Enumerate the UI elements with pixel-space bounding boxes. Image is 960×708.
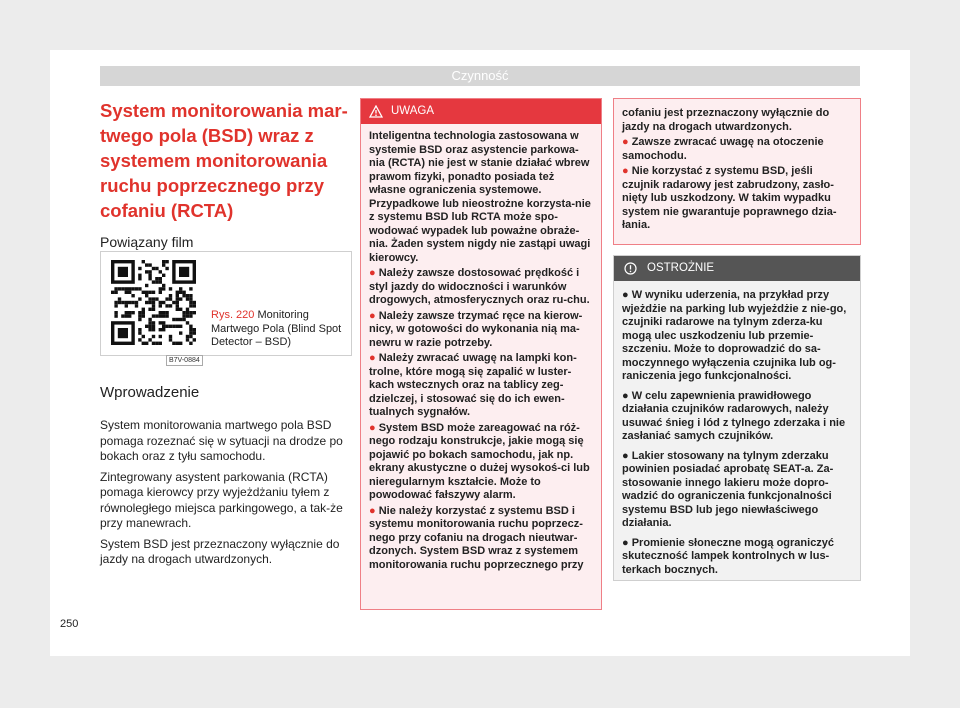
figure-code: B7V-0884 [166,355,203,366]
qr-code[interactable] [109,258,199,350]
warning-continuation: cofaniu jest przeznaczony wyłącznie do jazdy na drogach utwardzonych. [622,107,830,133]
left-column [100,98,352,250]
caution-box [613,255,861,581]
warning-bullet: ● Nie korzystać z systemu BSD, jeśli czujnik radarowy jest zabrudzony, zasło-nięty lub uszkodzony. W takim wypadku system nie gwarantuje poprawnego dzia-łania. [622,165,837,231]
figure-label: Rys. 220 [211,309,255,321]
info-circle-icon [624,262,637,275]
caution-bullet: ● W wyniku uderzenia, na przykład przy wjeżdżie na parking lub wyjeżdżie z nie-go, czujniki radarowe na tylnym zderza-ku mogą ulec uszkodzeniu lub przemie-szczeniu. Może to doprowadzić do sa-moczynnego wyłączenia czujnika lub og-raniczenia jego funkcjonalności. [622,289,847,382]
warning-box [360,98,602,610]
intro-paragraph: System monitorowania martwego pola BSD pomaga rozeznać się w sytuacji na drodze po bokach oraz z tyłu samochodu. [100,418,343,463]
related-video-label: Powiązany film [100,234,194,250]
warning-continuation-body [614,99,860,233]
section-title: System monitorowania mar-twego pola (BSD) wraz z systemem monitorowania ruchu poprzecznego przy cofaniu (RCTA) [100,100,348,221]
warning-triangle-icon [369,105,383,118]
warning-bullet: ● Nie należy korzystać z systemu BSD i systemu monitorowania ruchu poprzecz-nego przy cofaniu na drogach nieutwar-dzonych. System BSD wraz z systemem monitorowania ruchu poprzecznego przy [369,504,584,571]
figure-caption-text: Monitoring Martwego Pola (Blind Spot Detector – BSD) [211,309,342,348]
page-number: 250 [60,618,79,630]
chapter-header: Czynność [100,66,860,86]
caution-bullet: ● Promienie słoneczne mogą ograniczyć skuteczność lampek kontrolnych w lus-terkach bocznych. [622,536,835,576]
warning-intro: Inteligentna technologia zastosowana w systemie BSD oraz asystencie parkowa-nia (RCTA) nie jest w stanie działać wbrew prawom fizyki, ponadto posiada też własne ograniczenia systemowe. Przypadkowe lub nieostrożne korzysta-nie z systemu BSD lub RCTA może spo-wodować wypadek lub poważne obraże-nia. Żaden system nigdy nie zastąpi uwagi kierowcy. [369,130,591,264]
intro-paragraph: Zintegrowany asystent parkowania (RCTA) pomaga kierowcy przy wyjeżdżaniu tyłem z równoległego miejsca parkingowego, a tak-że przy manewrach. [100,469,343,530]
intro-heading: Wprowadzenie [100,384,200,401]
qr-code-graphic [109,258,199,350]
caution-body [614,281,860,577]
warning-label: UWAGA [391,105,435,117]
figure-caption [211,309,347,350]
warning-bullet: ● Należy zwracać uwagę na lampki kon-trolne, które mogą się zapalić w luster-kach wstecznych oraz na tablicy zeg-dzielczej, i stosować się do ich ewen-tualnych sygnałów. [369,352,577,418]
warning-bullet: ● Zawsze zwracać uwagę na otoczenie samochodu. [622,136,824,162]
caution-bullet: ● W celu zapewnienia prawidłowego działania czujników radarowych, należy usuwać śnieg i lód z tylnego zderzaka i nie zasłaniać samych czujników. [622,389,846,442]
warning-continuation-box [613,98,861,245]
caution-label: OSTROŻNIE [647,262,715,274]
warning-bullet: ● Należy zawsze trzymać ręce na kierow-nicy, w gotowości do wykonania nią ma-newru w razie potrzeby. [369,309,583,349]
warning-header [361,99,601,124]
caution-bullet: ● Lakier stosowany na tylnym zderzaku powinien posiadać aprobatę SEAT-a. Za-stosowanie innego lakieru może dopro-wadzić do ograniczenia funkcjonalności systemu BSD lub jego niewłaściwego działania. [622,449,834,529]
caution-header [614,256,860,281]
intro-paragraph: System BSD jest przeznaczony wyłącznie do jazdy na drogach utwardzonych. [100,536,340,566]
warning-body [361,124,601,572]
intro-text [100,418,355,573]
warning-bullet: ● System BSD może zareagować na róż-nego rodzaju konstrukcje, jakie mogą się pojawić po bokach samochodu, jak np. ekrany akustyczne o dużej wysokoś-ci lub nieregularnym kształcie. Może to powodować fałszywy alarm. [369,421,590,501]
figure-box [100,251,352,364]
warning-bullet: ● Należy zawsze dostosować prędkość i styl jazdy do widoczności i warunków drogowych, atmosferycznych oraz ru-chu. [369,267,590,306]
